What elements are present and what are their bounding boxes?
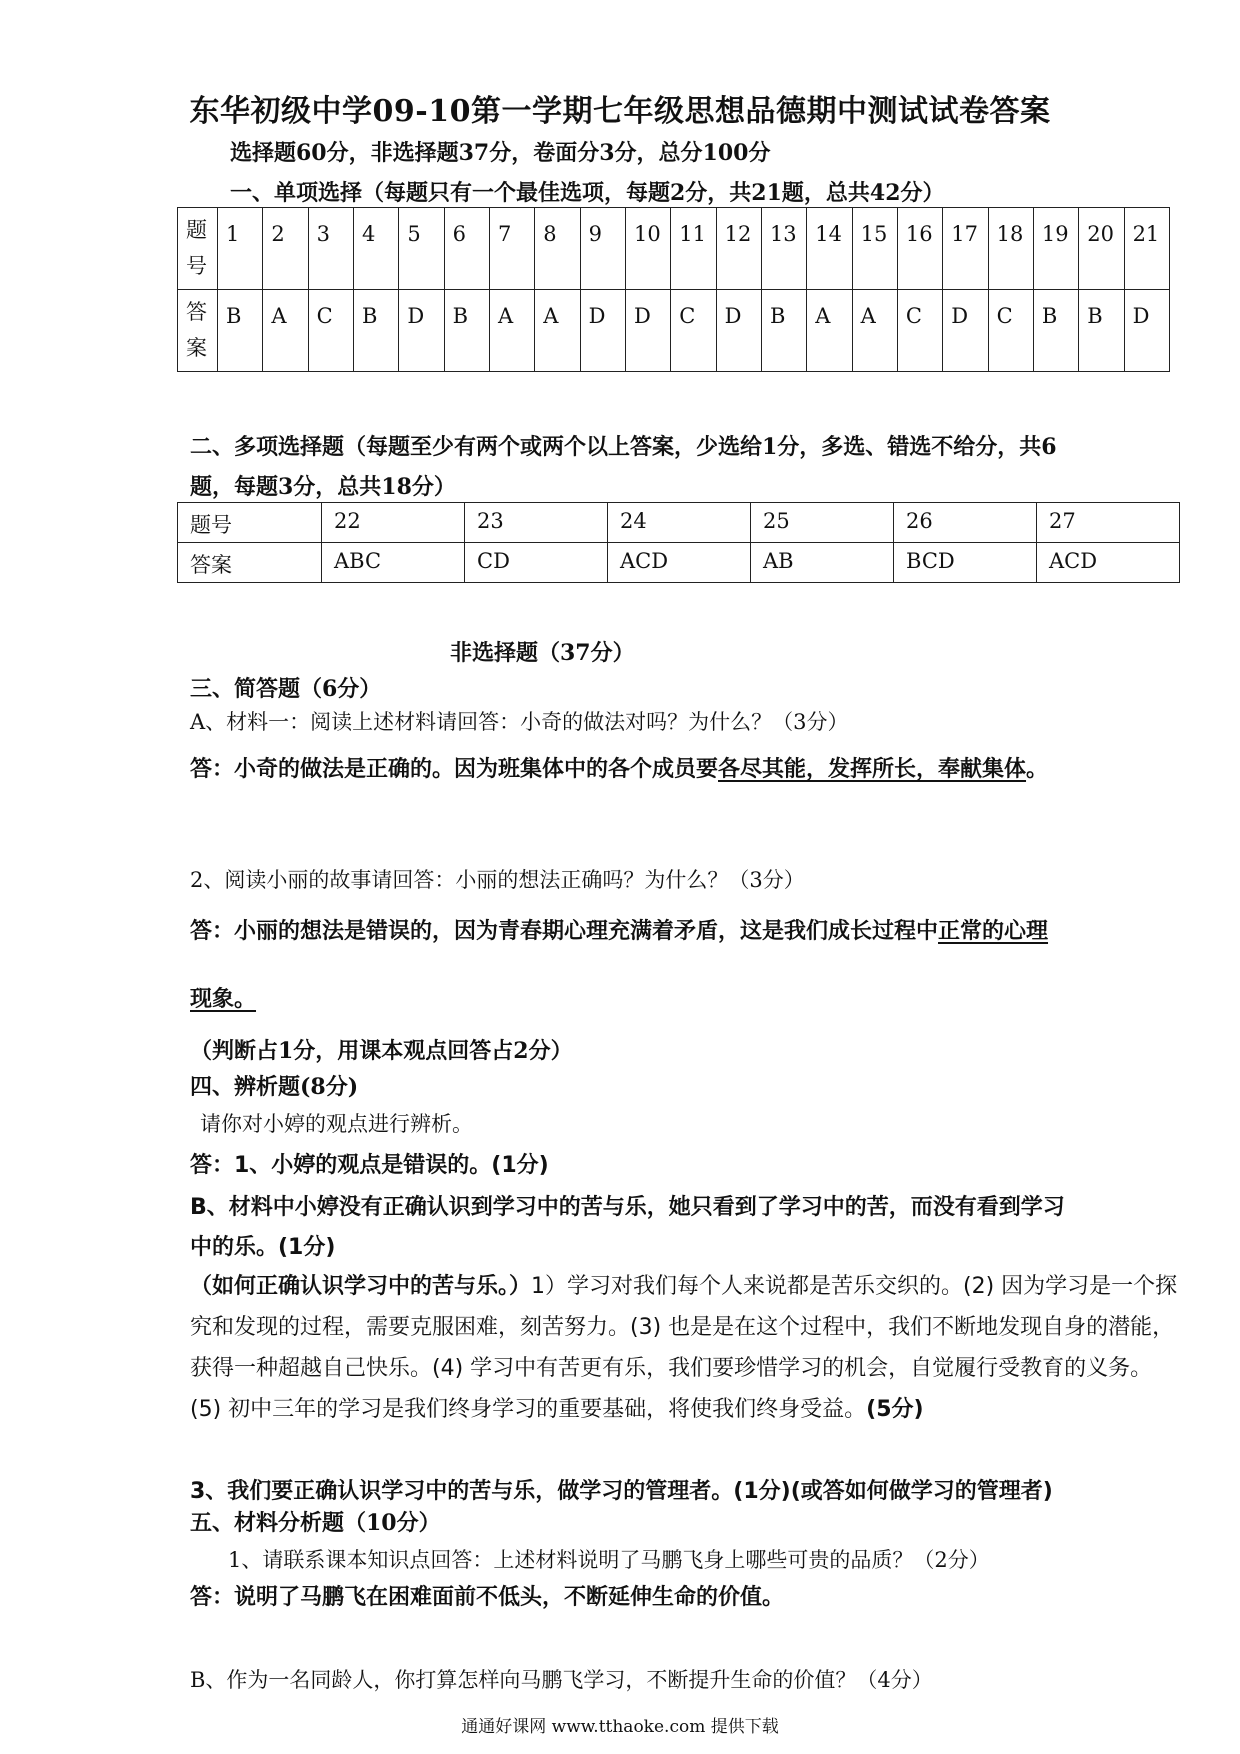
section3-question-1: A、材料一：阅读上述材料请回答：小奇的做法对吗？为什么？（3分） (190, 710, 849, 734)
table-cell: ABC (322, 543, 465, 583)
table-cell: 7 (489, 208, 534, 290)
table-cell: 13 (761, 208, 806, 290)
table-cell: 1 (218, 208, 263, 290)
table-cell: 11 (671, 208, 716, 290)
table-cell: B (761, 290, 806, 372)
score-summary: 选择题60分，非选择题37分，卷面分3分，总分100分 (230, 140, 771, 166)
table-cell: 16 (897, 208, 942, 290)
section5-question-1: 1、请联系课本知识点回答：上述材料说明了马鹏飞身上哪些可贵的品质？（2分） (228, 1548, 990, 1572)
table-cell: B (1033, 290, 1078, 372)
table-cell: 2 (263, 208, 308, 290)
single-choice-table (177, 207, 1170, 372)
table-cell: B (444, 290, 489, 372)
section4-prompt: 请你对小婷的观点进行辨析。 (200, 1112, 473, 1136)
table-cell: 21 (1124, 208, 1169, 290)
table-cell: D (399, 290, 444, 372)
section2-heading-line1: 二、多项选择题（每题至少有两个或两个以上答案，少选给1分，多选、错选不给分，共6 (190, 434, 1057, 460)
table-cell: 3 (308, 208, 353, 290)
table-cell: 8 (535, 208, 580, 290)
table-cell: 19 (1033, 208, 1078, 290)
table-cell: 6 (444, 208, 489, 290)
table-cell: 26 (894, 503, 1037, 543)
table-cell: B (353, 290, 398, 372)
table-row (178, 543, 1180, 583)
table-cell: CD (465, 543, 608, 583)
section3-answer-1: 答：小奇的做法是正确的。因为班集体中的各个成员要各尽其能，发挥所长，奉献集体。 (190, 757, 1049, 782)
section3-answer-2-line1: 答：小丽的想法是错误的，因为青春期心理充满着矛盾，这是我们成长过程中正常的心理 (190, 919, 1049, 944)
row-label-number: 题号 (178, 503, 322, 543)
table-cell: A (807, 290, 852, 372)
table-cell: 9 (580, 208, 625, 290)
table-cell: 18 (988, 208, 1033, 290)
footer: 通通好课网 www.tthaoke.com 提供下载 (461, 1717, 779, 1737)
page-title: 东华初级中学09-10第一学期七年级思想品德期中测试试卷答案 (189, 94, 1051, 129)
section4-explanation: （如何正确认识学习中的苦与乐。）1）学习对我们每个人来说都是苦乐交织的。(2) 因为学习是一个探究和发现的过程，需要克服困难，刻苦努力。(3) 也是是在这个过程中，我们不断地发现自身的潜能，获得一种超越自己快乐。(4) 学习中有苦更有乐，我们要珍惜学习的机会，自觉履行受教育的义务。(5) 初中三年的学习是我们终身学习的重要基础，将使我们终身受益。(5分) (190, 1274, 1178, 1422)
table-cell: A (263, 290, 308, 372)
section3-question-2: 2、阅读小丽的故事请回答：小丽的想法正确吗？为什么？（3分） (190, 868, 805, 892)
table-cell: D (580, 290, 625, 372)
table-cell: A (535, 290, 580, 372)
table-row (178, 208, 1170, 290)
row-label-number: 题号 (178, 208, 218, 290)
row-label-answer: 答案 (178, 543, 322, 583)
nonchoice-heading: 非选择题（37分） (450, 640, 635, 666)
table-cell: A (852, 290, 897, 372)
table-cell: 12 (716, 208, 761, 290)
table-cell: D (625, 290, 670, 372)
table-cell: ACD (608, 543, 751, 583)
table-cell: C (308, 290, 353, 372)
table-cell: 27 (1037, 503, 1180, 543)
section4-answer-line1: 答：1、小婷的观点是错误的。(1分) (190, 1153, 549, 1178)
table-cell: 15 (852, 208, 897, 290)
section5-heading: 五、材料分析题（10分） (190, 1510, 441, 1536)
table-row (178, 503, 1180, 543)
table-cell: D (943, 290, 988, 372)
multiple-choice-table (177, 502, 1180, 583)
table-cell: 24 (608, 503, 751, 543)
table-cell: C (671, 290, 716, 372)
table-cell: 20 (1079, 208, 1124, 290)
section4-heading: 四、辨析题(8分) (190, 1074, 359, 1100)
table-cell: 10 (625, 208, 670, 290)
table-cell: C (988, 290, 1033, 372)
table-cell: 17 (943, 208, 988, 290)
table-cell: C (897, 290, 942, 372)
table-cell: D (716, 290, 761, 372)
table-cell: ACD (1037, 543, 1180, 583)
table-row (178, 290, 1170, 372)
table-cell: B (1079, 290, 1124, 372)
section4-answer-line3: 中的乐。(1分) (190, 1235, 336, 1260)
table-cell: BCD (894, 543, 1037, 583)
row-label-answer: 答案 (178, 290, 218, 372)
section5-answer-1: 答：说明了马鹏飞在困难面前不低头，不断延伸生命的价值。 (190, 1585, 785, 1610)
table-cell: D (1124, 290, 1169, 372)
table-cell: 22 (322, 503, 465, 543)
table-cell: A (489, 290, 534, 372)
section5-question-2: B、作为一名同龄人，你打算怎样向马鹏飞学习，不断提升生命的价值？（4分） (190, 1668, 933, 1692)
table-cell: 25 (751, 503, 894, 543)
section4-answer-last: 3、我们要正确认识学习中的苦与乐，做学习的管理者。(1分)(或答如何做学习的管理者) (190, 1479, 1053, 1504)
table-cell: B (218, 290, 263, 372)
section3-heading: 三、简答题（6分） (190, 676, 382, 702)
scoring-note: （判断占1分，用课本观点回答占2分） (190, 1038, 573, 1064)
section2-heading-line2: 题，每题3分，总共18分） (190, 474, 456, 500)
table-cell: 4 (353, 208, 398, 290)
table-cell: AB (751, 543, 894, 583)
section1-heading: 一、单项选择（每题只有一个最佳选项，每题2分，共21题，总共42分） (230, 180, 945, 206)
section3-answer-2-line2: 现象。 (190, 987, 257, 1012)
section4-answer-line2: B、材料中小婷没有正确认识到学习中的苦与乐，她只看到了学习中的苦，而没有看到学习 (190, 1195, 1065, 1220)
table-cell: 14 (807, 208, 852, 290)
table-cell: 23 (465, 503, 608, 543)
table-cell: 5 (399, 208, 444, 290)
